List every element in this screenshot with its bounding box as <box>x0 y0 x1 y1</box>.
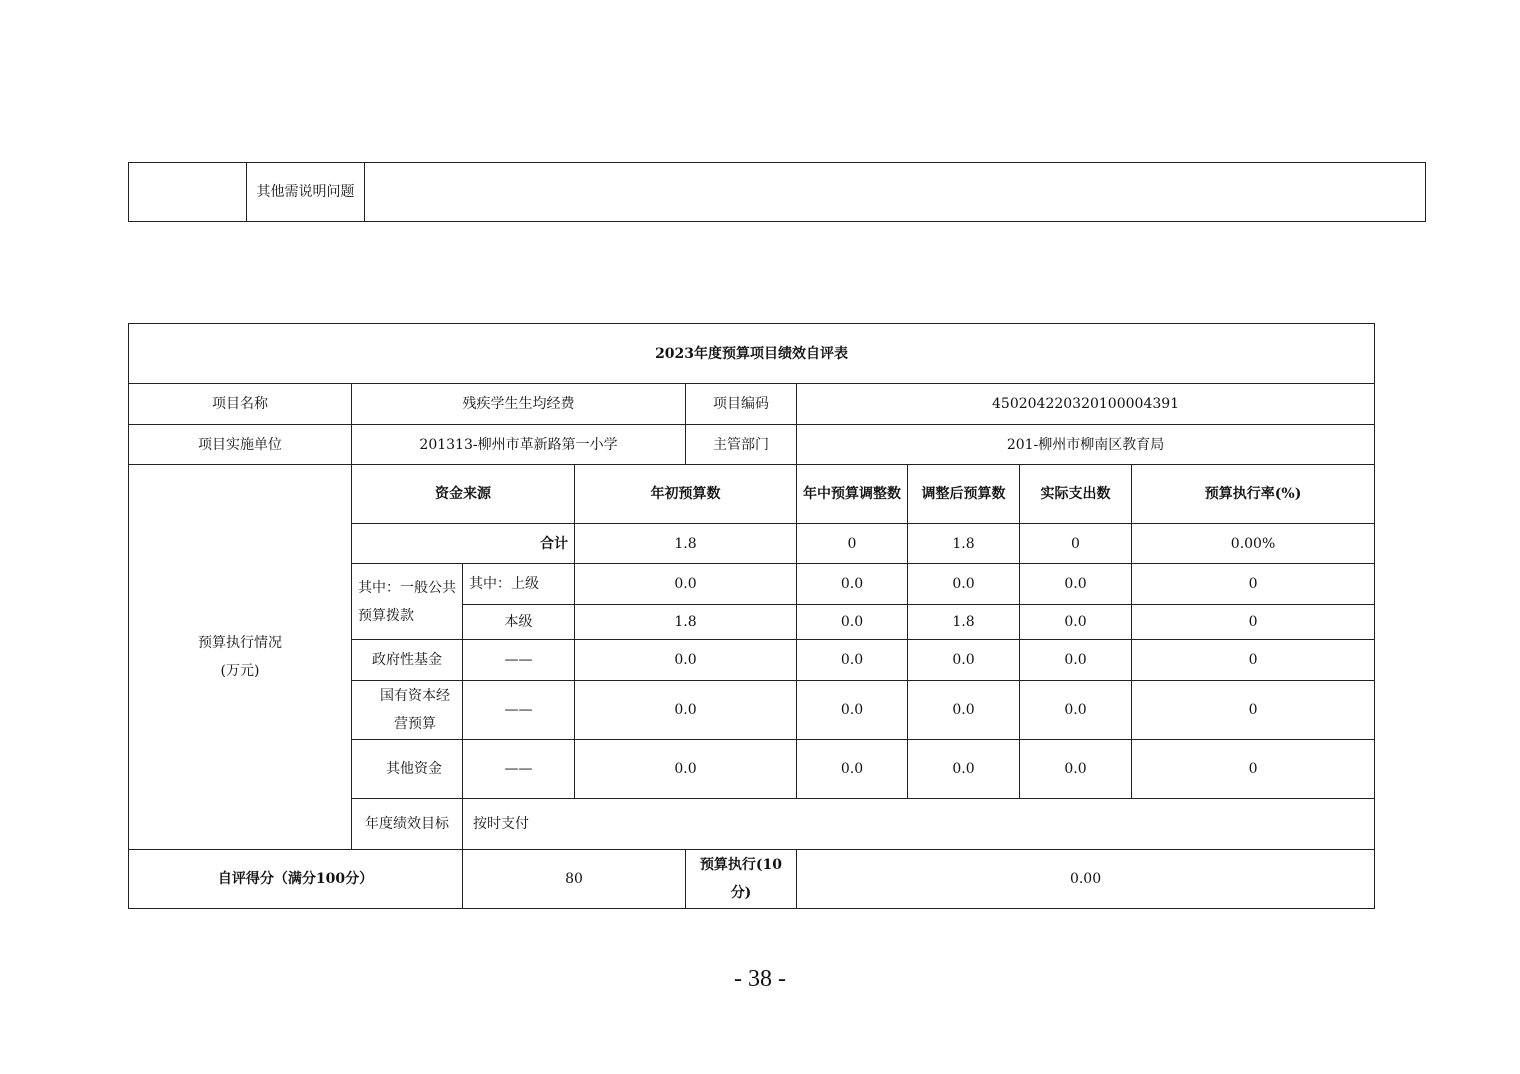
superior-midyear: 0.0 <box>797 564 908 605</box>
gov-fund-rate: 0 <box>1132 640 1375 681</box>
state-capital-rate: 0 <box>1132 681 1375 740</box>
state-capital-label: 国有资本经营预算 <box>352 681 463 740</box>
other-funds-adjusted: 0.0 <box>908 740 1020 799</box>
total-midyear: 0 <box>797 524 908 564</box>
implementing-unit-label: 项目实施单位 <box>129 425 352 465</box>
other-funds-rate: 0 <box>1132 740 1375 799</box>
project-code-label: 项目编码 <box>686 384 797 425</box>
table-title: 2023年度预算项目绩效自评表 <box>129 324 1375 384</box>
budget-exec-score: 0.00 <box>797 850 1375 909</box>
department: 201-柳州市柳南区教育局 <box>797 425 1375 465</box>
gov-fund-actual: 0.0 <box>1020 640 1132 681</box>
other-funds-label: 其他资金 <box>352 740 463 799</box>
project-name-label: 项目名称 <box>129 384 352 425</box>
annual-goal-label: 年度绩效目标 <box>352 799 463 850</box>
other-issues-value <box>365 163 1426 222</box>
state-capital-initial: 0.0 <box>575 681 797 740</box>
gov-fund-initial: 0.0 <box>575 640 797 681</box>
performance-self-eval-table <box>128 323 1375 909</box>
budget-section-unit: (万元) <box>220 663 260 679</box>
total-adjusted: 1.8 <box>908 524 1020 564</box>
superior-initial: 0.0 <box>575 564 797 605</box>
state-capital-midyear: 0.0 <box>797 681 908 740</box>
local-label: 本级 <box>463 605 575 640</box>
department-label: 主管部门 <box>686 425 797 465</box>
other-issues-table <box>128 162 1426 222</box>
other-funds-dash: —— <box>463 740 575 799</box>
state-capital-dash: —— <box>463 681 575 740</box>
header-rate: 预算执行率(%) <box>1132 465 1375 524</box>
local-rate: 0 <box>1132 605 1375 640</box>
superior-actual: 0.0 <box>1020 564 1132 605</box>
local-midyear: 0.0 <box>797 605 908 640</box>
self-score: 80 <box>463 850 686 909</box>
superior-rate: 0 <box>1132 564 1375 605</box>
total-label: 合计 <box>352 524 575 564</box>
other-issues-label: 其他需说明问题 <box>247 163 365 222</box>
implementing-unit: 201313-柳州市革新路第一小学 <box>352 425 686 465</box>
total-rate: 0.00% <box>1132 524 1375 564</box>
other-funds-initial: 0.0 <box>575 740 797 799</box>
local-initial: 1.8 <box>575 605 797 640</box>
superior-label: 其中：上级 <box>463 564 575 605</box>
blank-cell <box>129 163 247 222</box>
header-adjusted: 调整后预算数 <box>908 465 1020 524</box>
header-initial: 年初预算数 <box>575 465 797 524</box>
superior-adjusted: 0.0 <box>908 564 1020 605</box>
total-actual: 0 <box>1020 524 1132 564</box>
general-public-label: 其中：一般公共预算拨款 <box>352 564 463 640</box>
local-actual: 0.0 <box>1020 605 1132 640</box>
budget-exec-label: 预算执行(10分) <box>686 850 797 909</box>
header-midyear: 年中预算调整数 <box>797 465 908 524</box>
gov-fund-adjusted: 0.0 <box>908 640 1020 681</box>
other-funds-midyear: 0.0 <box>797 740 908 799</box>
budget-section-title: 预算执行情况 <box>198 635 282 651</box>
state-capital-adjusted: 0.0 <box>908 681 1020 740</box>
project-name: 残疾学生生均经费 <box>352 384 686 425</box>
other-funds-actual: 0.0 <box>1020 740 1132 799</box>
page-number: - 38 - <box>734 966 786 992</box>
header-source: 资金来源 <box>352 465 575 524</box>
annual-goal: 按时支付 <box>463 799 1375 850</box>
gov-fund-midyear: 0.0 <box>797 640 908 681</box>
header-actual: 实际支出数 <box>1020 465 1132 524</box>
state-capital-actual: 0.0 <box>1020 681 1132 740</box>
gov-fund-label: 政府性基金 <box>352 640 463 681</box>
total-initial: 1.8 <box>575 524 797 564</box>
gov-fund-dash: —— <box>463 640 575 681</box>
budget-section-label <box>129 465 352 850</box>
local-adjusted: 1.8 <box>908 605 1020 640</box>
self-score-label: 自评得分（满分100分） <box>129 850 463 909</box>
project-code: 450204220320100004391 <box>797 384 1375 425</box>
